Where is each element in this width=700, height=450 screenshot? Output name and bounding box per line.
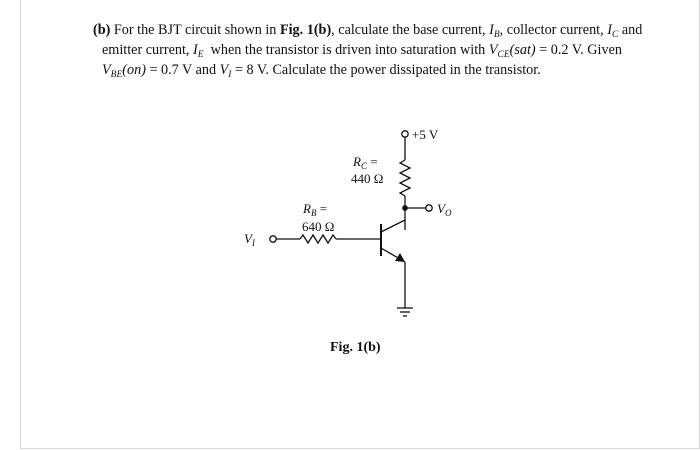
input-voltage-symbol: $V_I$ — [219, 62, 232, 80]
figure-caption: Fig. 1(b) — [330, 340, 381, 355]
input-terminal — [270, 236, 276, 242]
base-current-symbol: $I_B$ — [489, 22, 500, 40]
collector-resistor-value: 440 Ω — [351, 171, 384, 186]
supply-terminal — [402, 131, 408, 137]
output-voltage-label: $V_O$ — [437, 201, 452, 218]
collector-resistor-label: $R_C$ = — [353, 154, 378, 171]
output-terminal — [426, 205, 432, 211]
figure-reference: Fig. 1(b) — [279, 22, 332, 38]
collector-current-symbol: $I_C$ — [607, 22, 619, 40]
problem-line-1: (b) For the BJT circuit shown in Fig. 1(b), calculate the base current, $I_B$, collector current, $I_C$ and — [93, 22, 643, 40]
base-resistor — [300, 235, 336, 243]
emitter-current-symbol: $I_E$ — [193, 42, 204, 60]
supply-voltage-label: +5 V — [412, 127, 439, 142]
input-voltage-label: $V_I$ — [244, 231, 255, 248]
transistor-collector-lead — [381, 220, 405, 232]
problem-line-3: $V_{BE}(on) = 0.7$ V and $V_I = 8$ V. Calculate the power dissipated in the transistor. — [102, 62, 541, 80]
part-label: (b) — [93, 22, 111, 38]
base-resistor-label: $R_B$ = — [303, 201, 328, 218]
collector-resistor — [400, 160, 410, 196]
vbe-on-symbol: $V_{BE}(on)$ — [102, 62, 146, 80]
vce-sat-symbol: $V_{CE}(sat)$ — [488, 42, 536, 60]
problem-line-2: emitter current, $I_E$ when the transistor is driven into saturation with $V_{CE}(sat) = 0.2$ V. Given — [102, 42, 622, 60]
base-resistor-value: 640 Ω — [302, 219, 335, 234]
